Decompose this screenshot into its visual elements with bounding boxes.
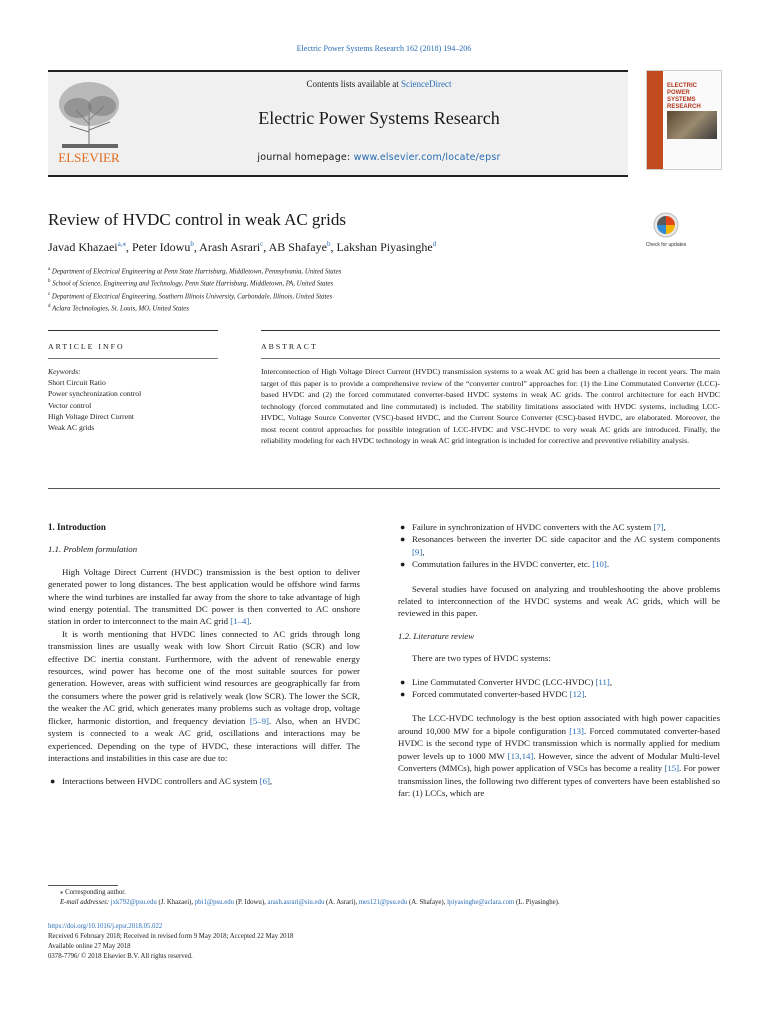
author-separator: , bbox=[193, 240, 200, 254]
journal-title: Electric Power Systems Research bbox=[258, 108, 500, 128]
homepage-label: journal homepage: bbox=[257, 152, 351, 163]
header-rule bbox=[48, 175, 628, 177]
sciencedirect-link[interactable]: ScienceDirect bbox=[401, 79, 452, 89]
list-item-end: , bbox=[422, 546, 425, 557]
citation-ref[interactable]: [13,14] bbox=[507, 750, 534, 761]
email-owner: (A. Asrari), bbox=[324, 899, 359, 906]
paragraph-text: High Voltage Direct Current (HVDC) transmission is the best option to deliver generated power to long distances. The best application would be offshore wind farms where the wind turbines are installed far away from the shore to take advantage of high wind energy potential. The transmitted DC power is then converted to AC onshore station in order to interconnect to the main AC grid bbox=[48, 566, 360, 627]
list-item-text: Commutation failures in the HVDC converter, etc. bbox=[412, 559, 593, 570]
author-affiliation-mark[interactable]: b bbox=[326, 240, 331, 248]
tree-logo-icon bbox=[48, 74, 130, 166]
copyright: 0378-7796/ © 2018 Elsevier B.V. All rights reserved. bbox=[48, 953, 193, 960]
paragraph: Several studies have focused on analyzing and troubleshooting the above problems related to interconnection of the HVDC systems and weak AC grids, which will be reviewed in this paper. bbox=[398, 583, 720, 619]
available-online: Available online 27 May 2018 bbox=[48, 943, 131, 950]
paragraph-text-end: . bbox=[249, 616, 252, 627]
author-affiliation-mark[interactable]: c bbox=[260, 240, 264, 248]
keyword-item: Weak AC grids bbox=[48, 423, 95, 433]
subsection-literature-review: 1.2. Literature review bbox=[398, 630, 475, 641]
abstract-text: Interconnection of High Voltage Direct Current (HVDC) transmission systems to a weak AC grid has been a challenge in recent years. The main target of this paper is to provide a comprehensive review of the “converter control” approaches for: (1) the Line Commutated Converter (LCC)-based HVDC and (2) the forced commutated converter-based HVDC systems in weak AC grids. The control architecture for each HVDC technology (forced commutated and line commutated) is included. The stability limitations associated with HVDC systems, including LCC-HVDC, Voltage Source Converter (VSC)-based HVDC, and the Current Source Converter (CSC)-based HVDC, are elaborated. Moreover, the most recent control approaches for possible integration of LCC-HVDC and VSC-HVDC to very weak AC grids are introduced. Finally, the reliability modeling for each HVDC technology in weak AC grid integration is included for corrective and preventive reliability analysis. bbox=[261, 367, 720, 445]
bullet-dot: ● bbox=[50, 776, 56, 787]
list-item-end: . bbox=[606, 559, 610, 570]
author-name: Javad Khazaei bbox=[48, 240, 118, 254]
email-owner: (P. Idowu), bbox=[234, 899, 268, 906]
contents-prefix: Contents lists available at bbox=[306, 79, 399, 89]
affiliation-mark: a bbox=[48, 267, 51, 272]
paragraph-text: It is worth mentioning that HVDC lines connected to AC grids through long transmission lines are usually weak with low Short Circuit Ratio (SCR) and low effective DC inertia constant. Furthermore, with the advent of renewable energy resources, wind power has become one of the most suitable sources for power generation. However, areas with sufficient wind resources are geographically far from the consumers where the power grid is relatively weak (low SCR). The lower the SCR, the weaker the AC grid, which generates many problems such as voltage drop, voltage flicker, harmonic distortion, and frequency deviation bbox=[48, 628, 360, 726]
bullet-dot: ● bbox=[400, 534, 406, 545]
paragraph-text: . For power transmission lines, the following two different types of converters have been established so far: (1) LCCs, which are bbox=[398, 763, 720, 798]
paragraph-text: . Also, when an HVDC system is connected to a weak AC grid, oscillations and interactions may be experienced. Depending on the type of HVDC, these interactions will differ. The interactions and instabilities in this case are due to: bbox=[48, 715, 360, 763]
paragraph-text: . However, since the advent of Modular Multi-level Converters (MMCs), high power application of VSCs has become a reality bbox=[398, 750, 721, 774]
citation-ref[interactable]: [13] bbox=[569, 725, 584, 736]
abstract-rule-top bbox=[261, 330, 720, 331]
paragraph-text: The LCC-HVDC technology is the best option associated with high power capacities around 10,000 MW for a bipole configuration bbox=[398, 713, 720, 736]
citation-ref[interactable]: [7] bbox=[653, 522, 664, 532]
email-owner: (L. Piyasinghe). bbox=[514, 899, 560, 906]
subsection-problem-formulation: 1.1. Problem formulation bbox=[48, 544, 138, 555]
affiliation-text: Aclara Technologies, St. Louis, MO, United States bbox=[50, 305, 189, 313]
email-owner: (J. Khazaei), bbox=[156, 899, 195, 906]
received-dates: Received 6 February 2018; Received in revised form 9 May 2018; Accepted 22 May 2018 bbox=[48, 933, 294, 940]
contents-available bbox=[130, 79, 628, 89]
email-link[interactable]: arash.asrari@siu.edu bbox=[267, 899, 325, 906]
article-meta bbox=[48, 922, 720, 962]
author-affiliation-mark[interactable]: a,⁎ bbox=[117, 240, 126, 248]
affiliation-item bbox=[48, 290, 341, 302]
affiliation-item bbox=[48, 265, 341, 277]
footnote-rule bbox=[48, 885, 118, 886]
bullet-dot: ● bbox=[400, 522, 406, 532]
citation-ref[interactable]: [6] bbox=[259, 776, 270, 787]
journal-homepage bbox=[130, 152, 628, 163]
list-item-end: , bbox=[609, 676, 613, 687]
citation-ref[interactable]: [15] bbox=[664, 763, 680, 774]
list-item-text: Line Commutated Converter HVDC (LCC-HVDC) bbox=[412, 676, 596, 687]
author-list bbox=[48, 240, 436, 255]
list-item-end: , bbox=[269, 776, 273, 787]
cover-title: ELECTRIC POWER SYSTEMS RESEARCH bbox=[667, 83, 701, 110]
interactions-list bbox=[48, 775, 360, 787]
keyword-item: Short Circuit Ratio bbox=[48, 378, 106, 388]
article-title: Review of HVDC control in weak AC grids bbox=[48, 210, 346, 229]
info-rule-top bbox=[48, 330, 218, 331]
bullet-dot: ● bbox=[400, 559, 406, 570]
check-for-updates-badge[interactable] bbox=[646, 210, 686, 252]
footnote bbox=[60, 888, 720, 908]
citation-ref[interactable]: [5–9] bbox=[249, 715, 269, 726]
author-affiliation-mark[interactable]: d bbox=[432, 240, 437, 248]
email-addresses bbox=[60, 898, 720, 908]
keywords-block bbox=[48, 366, 248, 433]
affiliation-mark: d bbox=[48, 304, 51, 310]
list-item-text: Interactions between HVDC controllers and AC system bbox=[62, 776, 260, 787]
journal-citation-link[interactable]: Electric Power Systems Research 162 (2018) 194–206 bbox=[296, 44, 472, 53]
paragraph bbox=[48, 628, 360, 764]
hvdc-types-list bbox=[398, 676, 720, 701]
badge-text: Check for updates bbox=[646, 242, 686, 248]
publisher-wordmark: ELSEVIER bbox=[58, 150, 120, 165]
author-separator: , bbox=[263, 240, 269, 254]
list-item-end: , bbox=[663, 522, 666, 532]
list-item-text: Resonances between the inverter DC side capacitor and the AC system components bbox=[412, 534, 720, 545]
paragraph bbox=[398, 712, 720, 799]
citation-ref[interactable]: [11] bbox=[595, 676, 610, 687]
email-link[interactable]: mes121@psu.edu bbox=[358, 899, 408, 906]
paragraph: There are two types of HVDC systems: bbox=[412, 653, 551, 664]
email-label: E-mail addresses: bbox=[60, 899, 111, 906]
affiliation-text: Department of Electrical Engineering at Penn State Harrisburg, Middletown, Pennsylvania, United States bbox=[50, 268, 342, 276]
author-name: Lakshan Piyasinghe bbox=[336, 240, 433, 254]
corresponding-author-note: ⁎ Corresponding author. bbox=[60, 889, 126, 896]
section-introduction: 1. Introduction bbox=[48, 522, 106, 532]
affiliation-text: Department of Electrical Engineering, Southern Illinois University, Carbondale, Illinois, United States bbox=[50, 293, 333, 301]
list-item bbox=[398, 558, 720, 570]
affiliation-mark: c bbox=[48, 291, 51, 297]
author-name: AB Shafaye bbox=[268, 240, 327, 254]
abstract-heading: ABSTRACT bbox=[261, 342, 318, 351]
author-name: Arash Asrari bbox=[199, 240, 261, 254]
affiliation-item bbox=[48, 277, 341, 289]
elsevier-logo bbox=[48, 74, 130, 166]
bullet-dot: ● bbox=[400, 689, 406, 700]
list-item bbox=[398, 521, 720, 533]
list-item-end: . bbox=[584, 689, 587, 700]
email-owner: (A. Shafaye), bbox=[407, 899, 448, 906]
keyword-item: High Voltage Direct Current bbox=[48, 411, 134, 421]
bullet-dot: ● bbox=[400, 676, 406, 687]
email-link[interactable]: pbi1@psu.edu bbox=[194, 899, 235, 906]
list-item bbox=[398, 533, 720, 558]
list-item-text: Failure in synchronization of HVDC converters with the AC system bbox=[412, 522, 654, 532]
doi-link[interactable]: https://doi.org/10.1016/j.epsr.2018.05.022 bbox=[48, 923, 163, 930]
abstract-rule-mid bbox=[261, 358, 720, 359]
keywords-label: Keywords: bbox=[48, 367, 81, 376]
check-updates-icon bbox=[646, 210, 686, 252]
article-info-heading: ARTICLE INFO bbox=[48, 342, 125, 351]
author-separator: , bbox=[330, 240, 337, 254]
paragraph bbox=[48, 566, 360, 628]
keyword-item: Vector control bbox=[48, 400, 92, 410]
affiliations bbox=[48, 265, 341, 315]
keyword-item: Power synchronization control bbox=[48, 389, 142, 399]
left-column bbox=[48, 521, 360, 788]
author-affiliation-mark[interactable]: b bbox=[190, 240, 194, 248]
email-link[interactable]: lpiyasinghe@aclara.com bbox=[447, 899, 515, 906]
citation-ref[interactable]: [1–4] bbox=[230, 616, 250, 627]
author-separator: , bbox=[126, 240, 132, 254]
info-rule-mid bbox=[48, 358, 218, 359]
cover-band bbox=[647, 71, 663, 169]
cover-image bbox=[667, 111, 717, 139]
list-item bbox=[398, 688, 720, 700]
journal-cover-thumbnail[interactable] bbox=[646, 70, 722, 170]
affiliation-text: School of Science, Engineering and Technology, Penn State Harrisburg, Middletown, PA, United States bbox=[50, 280, 334, 288]
homepage-link[interactable]: www.elsevier.com/locate/epsr bbox=[353, 152, 501, 163]
keywords-list bbox=[48, 377, 248, 433]
citation-ref[interactable]: [12] bbox=[569, 689, 585, 700]
list-item-text: Forced commutated converter-based HVDC bbox=[412, 689, 570, 700]
paragraph-text: . Forced commutated converter-based HVDC is the second type of HVDC transmission which is normally applied for medium power levels up to 1000 MW bbox=[398, 725, 720, 761]
citation-ref[interactable]: [9] bbox=[412, 546, 423, 557]
author-name: Peter Idowu bbox=[132, 240, 191, 254]
email-link[interactable]: jxk792@psu.edu bbox=[110, 899, 157, 906]
abstract-rule-bottom bbox=[48, 488, 720, 489]
citation-ref[interactable]: [10] bbox=[592, 559, 607, 570]
affiliation-item bbox=[48, 302, 341, 314]
list-item bbox=[48, 775, 360, 787]
affiliation-mark: b bbox=[48, 279, 51, 285]
list-item bbox=[398, 676, 720, 688]
instabilities-list bbox=[398, 521, 720, 571]
right-column bbox=[398, 521, 720, 799]
